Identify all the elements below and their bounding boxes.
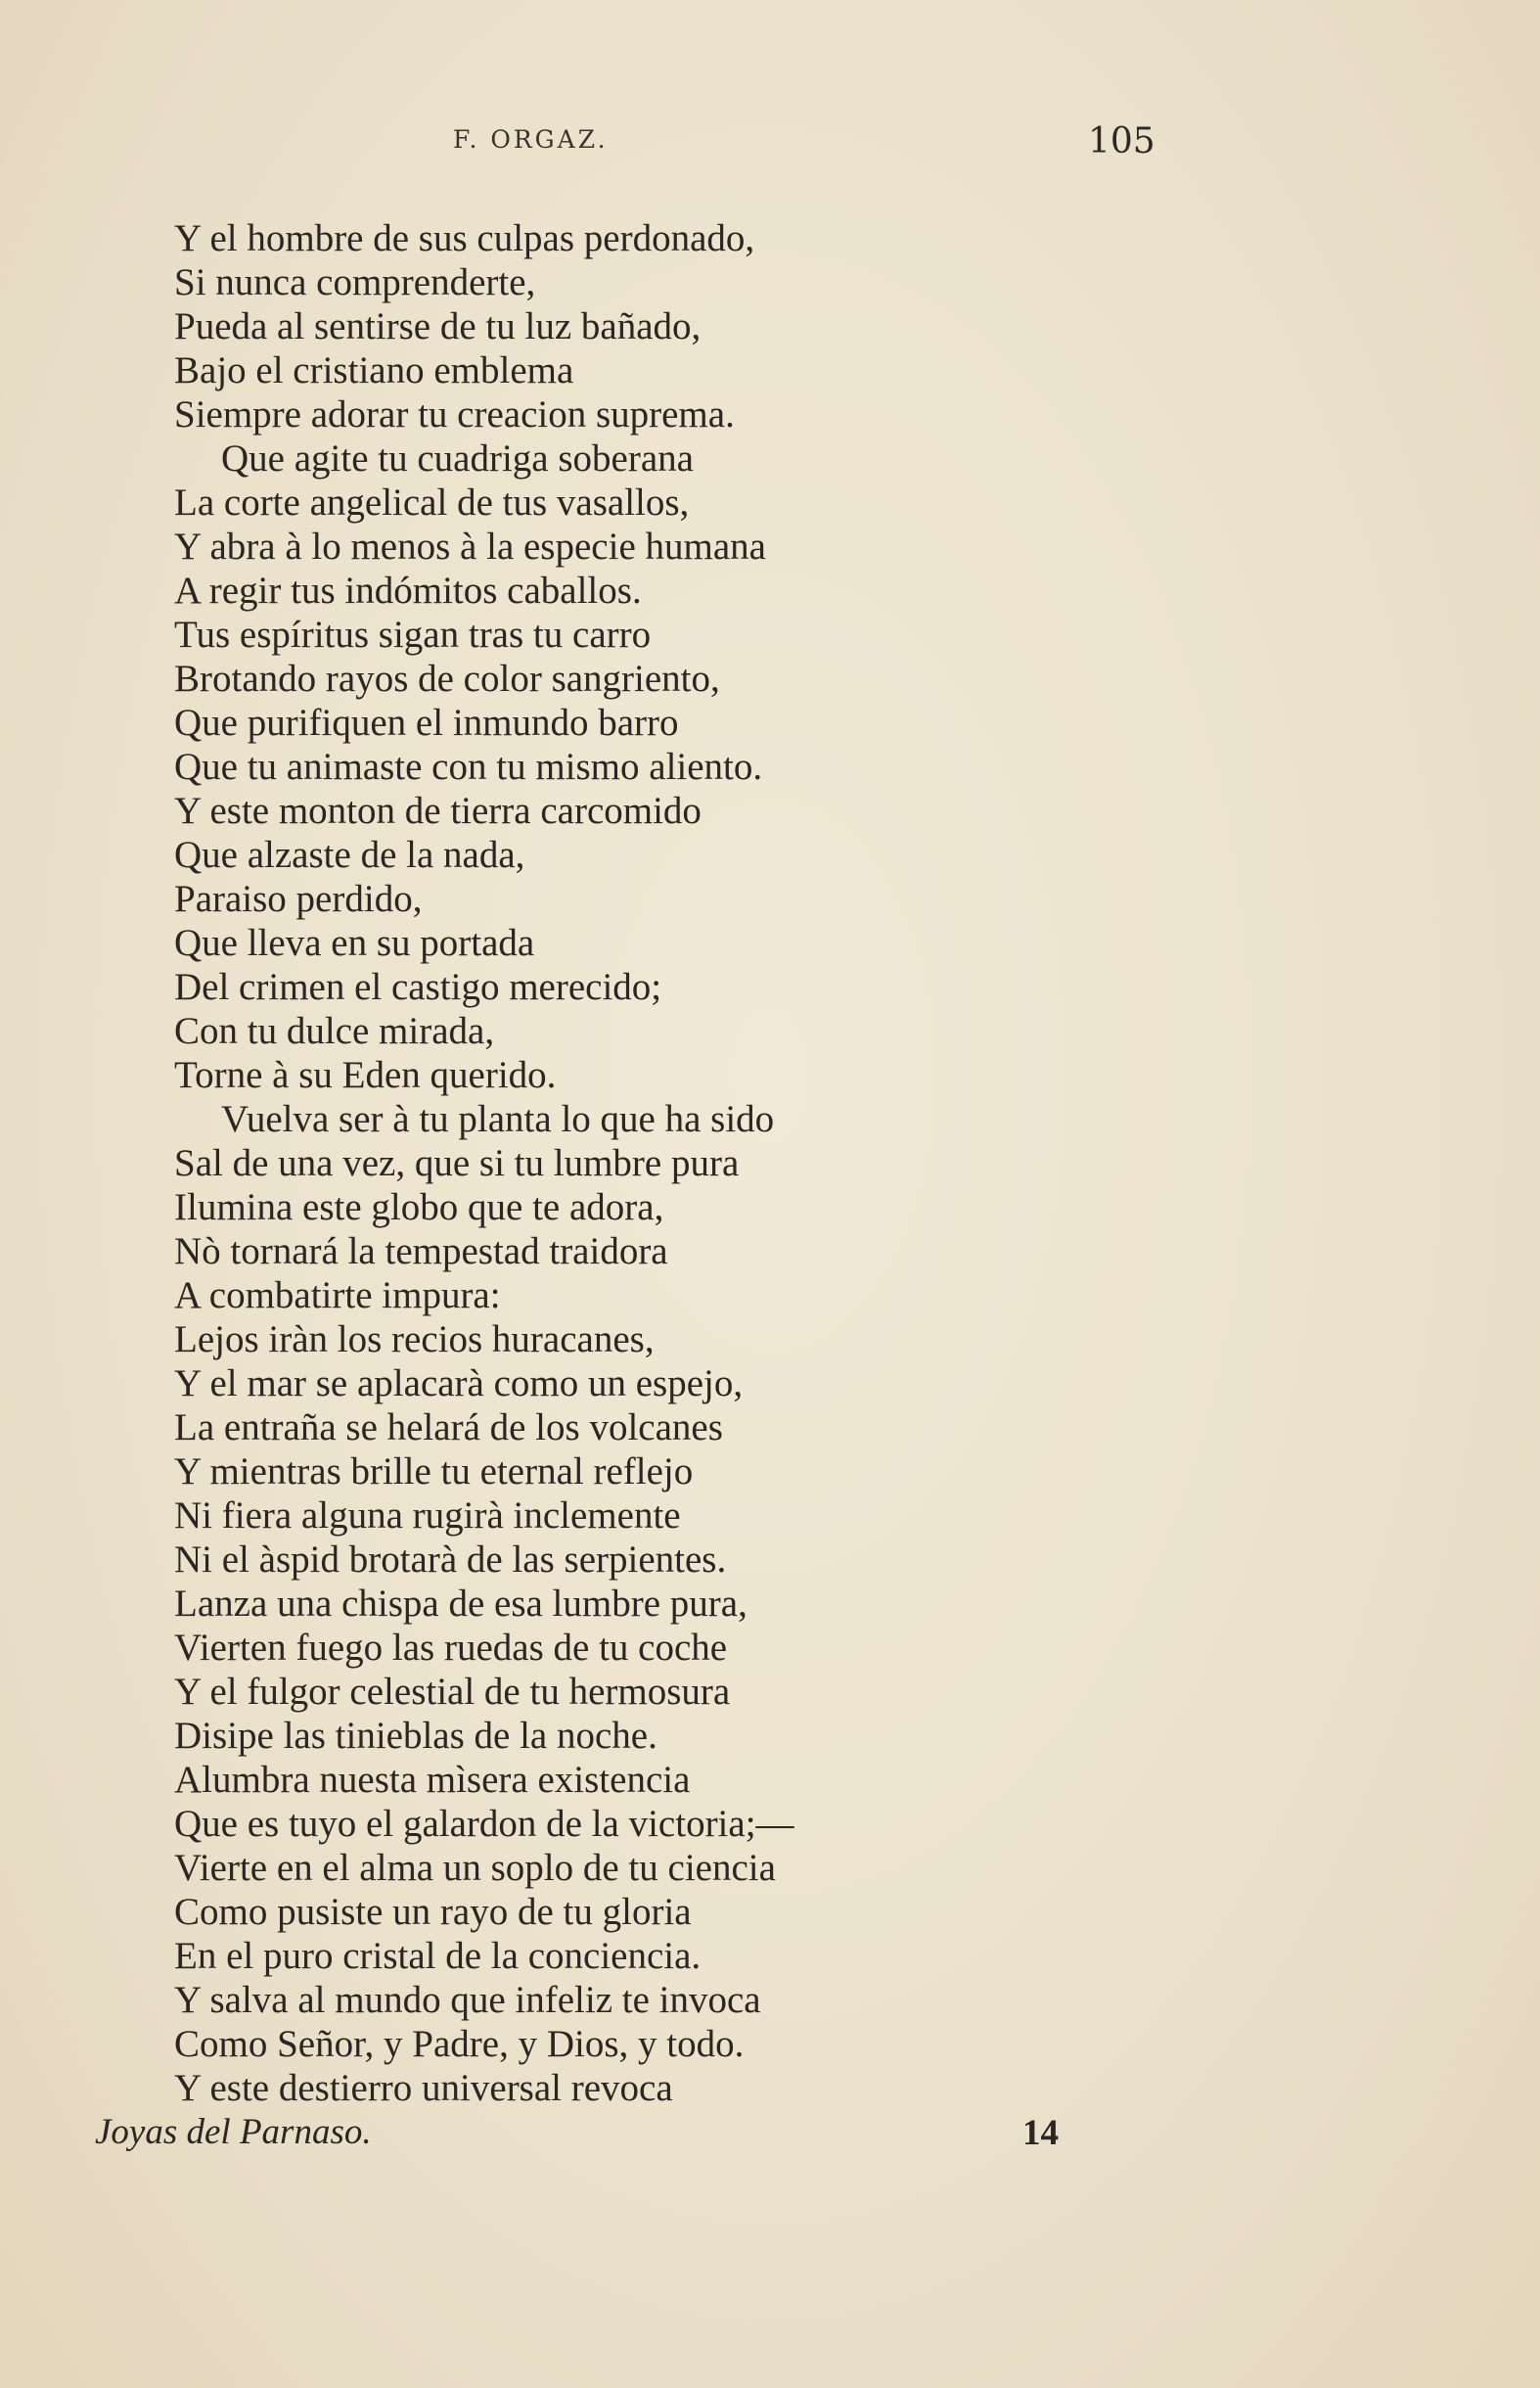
verse-line: Vierten fuego las ruedas de tu coche (174, 1627, 728, 1669)
verse-line: Torne à su Eden querido. (174, 1054, 557, 1096)
verse-line: Y el fulgor celestial de tu hermosura (174, 1671, 731, 1713)
verse-line: En el puro cristal de la conciencia. (174, 1935, 702, 1977)
verse-line: Sal de una vez, que si tu lumbre pura (174, 1142, 740, 1184)
verse-line: Ilumina este globo que te adora, (174, 1186, 664, 1228)
verse-line: Siempre adorar tu creacion suprema. (174, 393, 735, 436)
running-head: F. ORGAZ. (453, 125, 609, 154)
verse-line: Con tu dulce mirada, (174, 1010, 495, 1052)
poem-body (174, 216, 1348, 2110)
verse-line: Que lleva en su portada (174, 922, 535, 964)
verse-line: Y salva al mundo que infeliz te invoca (174, 1979, 761, 2021)
verse-line: Vierte en el alma un soplo de tu ciencia (174, 1847, 776, 1889)
verse-line: Paraiso perdido, (174, 878, 423, 920)
verse-line: Lejos iràn los recios huracanes, (174, 1318, 655, 1360)
verse-line: Pueda al sentirse de tu luz bañado, (174, 305, 702, 347)
verse-line: Y mientras brille tu eternal reflejo (174, 1450, 694, 1492)
verse-line: Si nunca comprenderte, (174, 261, 536, 303)
verse-line: Que tu animaste con tu mismo aliento. (174, 746, 763, 788)
verse-line: La corte angelical de tus vasallos, (174, 482, 690, 524)
verse-line: Como Señor, y Padre, y Dios, y todo. (174, 2023, 745, 2065)
verse-line: Que alzaste de la nada, (174, 834, 525, 876)
verse-line: Ni fiera alguna rugirà inclemente (174, 1494, 681, 1537)
verse-line: Disipe las tinieblas de la noche. (174, 1715, 657, 1757)
verse-line: Vuelva ser à tu planta lo que ha sido (221, 1098, 775, 1140)
page-number: 105 (1088, 121, 1155, 161)
verse-line: Lanza una chispa de esa lumbre pura, (174, 1583, 747, 1625)
verse-line: Como pusiste un rayo de tu gloria (174, 1891, 692, 1933)
signature-mark: 14 (1022, 2113, 1059, 2153)
verse-line: Ni el àspid brotarà de las serpientes. (174, 1538, 727, 1581)
verse-line: Y este destierro universal revoca (174, 2067, 673, 2109)
verse-line: Alumbra nuesta mìsera existencia (174, 1759, 691, 1801)
verse-line: Y el mar se aplacarà como un espejo, (174, 1362, 744, 1404)
verse-line: Y el hombre de sus culpas perdonado, (174, 217, 755, 259)
verse-line: Que agite tu cuadriga soberana (221, 437, 694, 480)
verse-line: Bajo el cristiano emblema (174, 349, 574, 391)
verse-line: Y este monton de tierra carcomido (174, 790, 702, 832)
footer-book-title: Joyas del Parnaso. (95, 2112, 372, 2152)
verse-line: Tus espíritus sigan tras tu carro (174, 614, 652, 656)
verse-line: Del crimen el castigo merecido; (174, 966, 662, 1008)
verse-line: La entraña se helará de los volcanes (174, 1406, 723, 1448)
verse-line: A combatirte impura: (174, 1274, 501, 1316)
verse-line: Que purifiquen el inmundo barro (174, 702, 679, 744)
verse-line: Nò tornará la tempestad traidora (174, 1230, 668, 1272)
verse-line: A regir tus indómitos caballos. (174, 570, 642, 612)
verse-line: Y abra à lo menos à la especie humana (174, 526, 766, 568)
verse-line: Que es tuyo el galardon de la victoria;— (174, 1803, 794, 1845)
verse-line: Brotando rayos de color sangriento, (174, 658, 720, 700)
